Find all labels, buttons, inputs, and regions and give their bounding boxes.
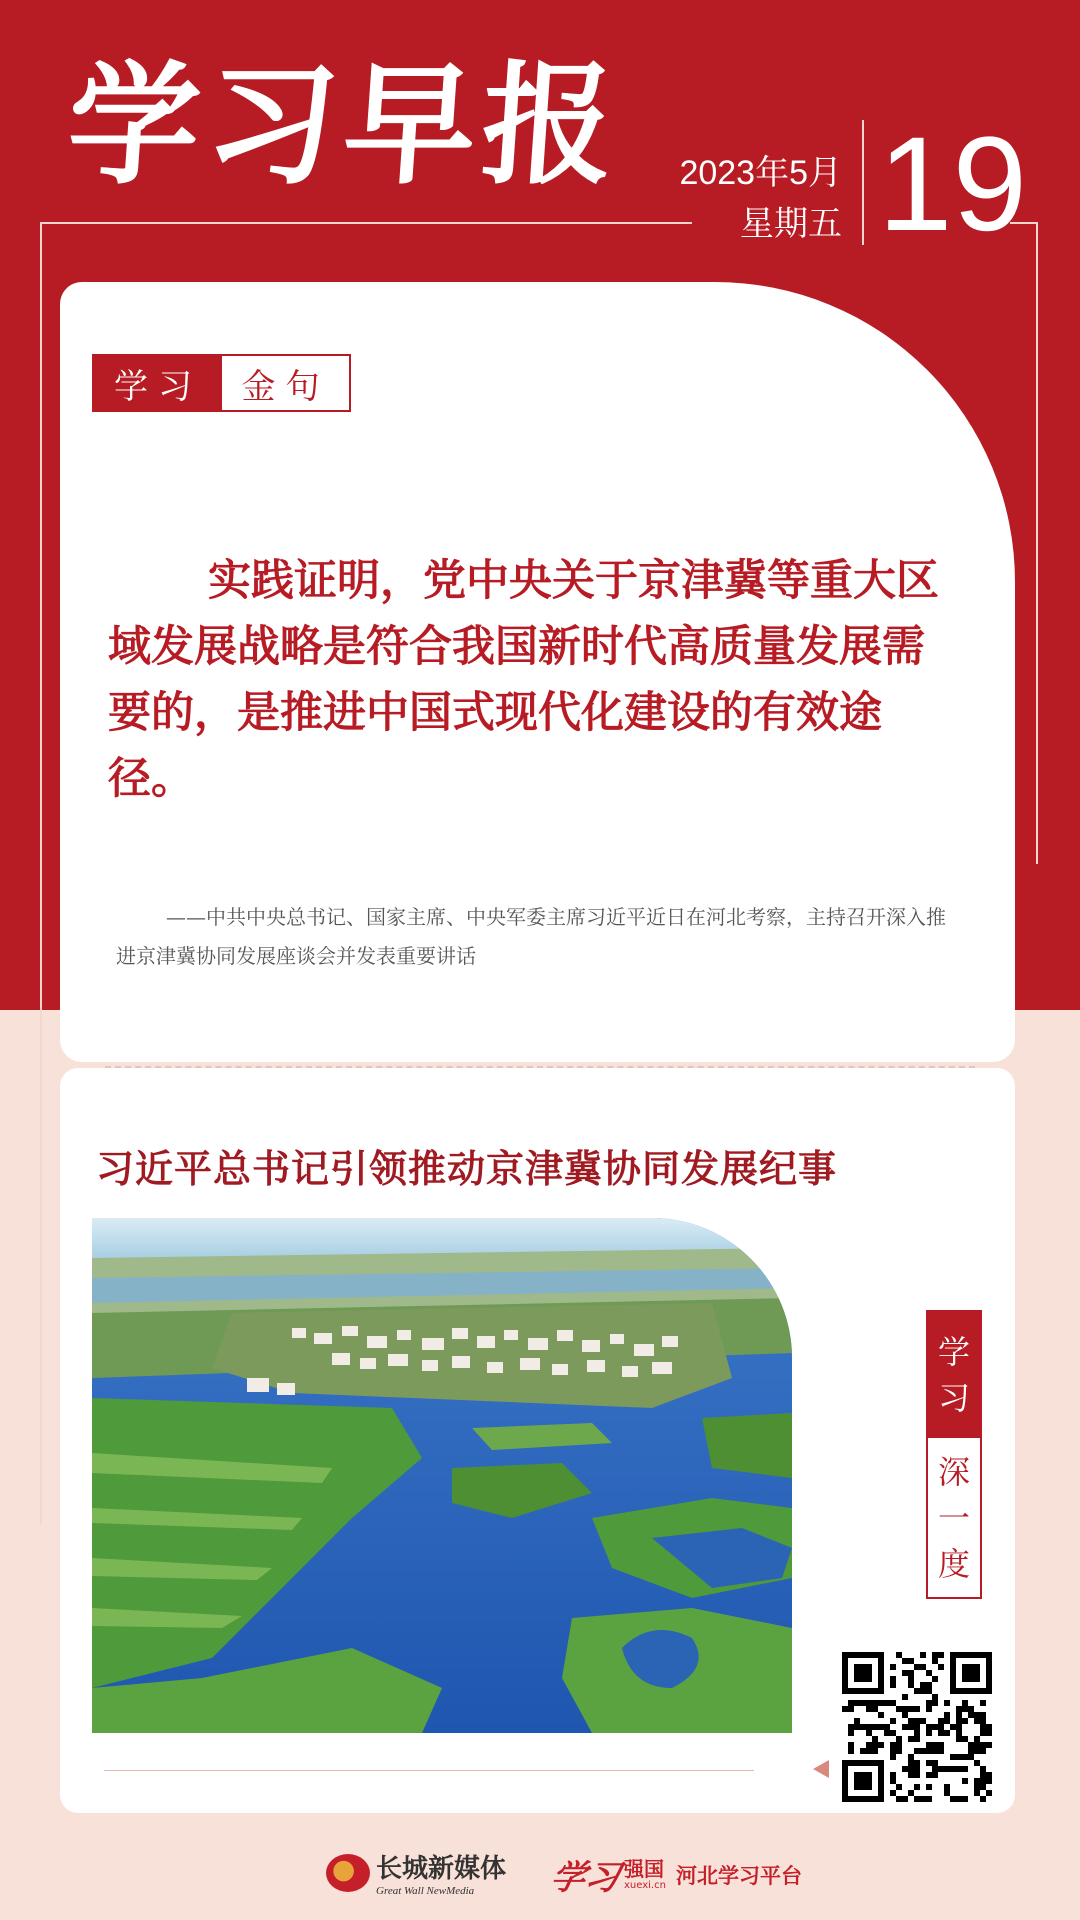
logo1-name: 长城新媒体 [376, 1854, 507, 1884]
date-day: 19 [878, 110, 1028, 259]
logo2-brand: 强国 [624, 1856, 664, 1881]
great-wall-logo-icon [326, 1854, 370, 1892]
date-weekday: 星期五 [740, 205, 842, 243]
pointer-triangle-icon [813, 1760, 829, 1778]
side-tag-top [928, 1312, 980, 1438]
logo2-platform: 河北学习平台 [675, 1863, 802, 1888]
page-title: 学习早报 [62, 48, 626, 203]
side-tag-deep-study [926, 1310, 982, 1599]
dashed-divider [105, 1066, 975, 1068]
side-tag-char: 度 [937, 1544, 970, 1583]
feature-underline [104, 1770, 754, 1771]
quote-tag [92, 354, 351, 412]
quote-tag-left: 学习 [94, 356, 222, 410]
quote-attribution: ——中共中央总书记、国家主席、中央军委主席习近平近日在河北考察，主持召开深入推进京津冀协同发展座谈会并发表重要讲话 [116, 905, 946, 968]
side-tag-char: 习 [937, 1379, 970, 1417]
logo2-url: xuexi.cn [624, 1879, 666, 1891]
quote-text: 实践证明，党中央关于京津冀等重大区域发展战略是符合我国新时代高质量发展需要的，是推进中国式现代化建设的有效途径。 [108, 556, 939, 804]
side-tag-char: 深 [937, 1452, 970, 1491]
side-tag-bottom [928, 1438, 980, 1597]
side-tag-char: 一 [937, 1498, 970, 1537]
footer [0, 1848, 1080, 1908]
great-wall-newmedia-logo [326, 1848, 506, 1897]
feature-headline[interactable]: 习近平总书记引领推动京津冀协同发展纪事 [96, 1147, 838, 1191]
side-tag-char: 学 [937, 1333, 970, 1371]
date-divider [862, 120, 864, 245]
wetland-aerial-photo[interactable] [92, 1218, 792, 1733]
logo1-subtitle: Great Wall NewMedia [376, 1885, 475, 1897]
quote-tag-right: 金句 [241, 366, 330, 407]
date-year-month: 2023年5月 [679, 154, 842, 192]
logo2-script: 学习 [547, 1858, 624, 1898]
qr-code[interactable] [842, 1652, 992, 1802]
xuexi-qiangguo-logo [547, 1850, 802, 1899]
